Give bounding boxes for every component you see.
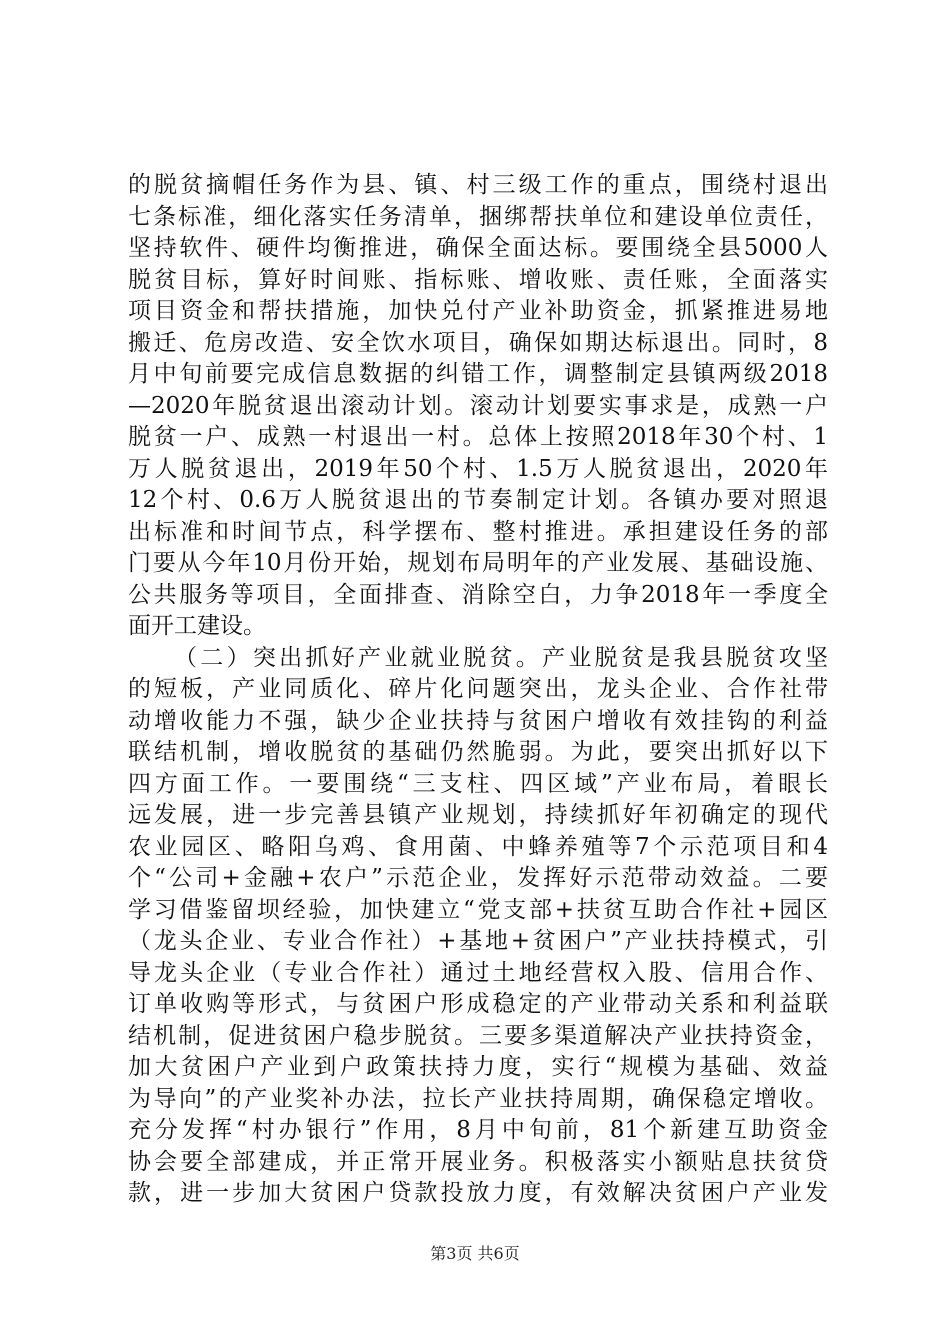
text-line: 坚持软件、硬件均衡推进，确保全面达标。要围绕全县5000人: [128, 235, 828, 261]
text-line: 项目资金和帮扶措施，加快兑付产业补助资金，抓紧推进易地: [128, 298, 828, 324]
text-line: （龙头企业、专业合作社）+基地+贫困户”产业扶持模式，引: [128, 928, 828, 954]
section-heading-line: （二）突出抓好产业就业脱贫。产业脱贫是我县脱贫攻坚: [174, 644, 828, 671]
text-line: 导龙头企业（专业合作社）通过土地经营权入股、信用合作、: [128, 959, 828, 986]
text-line: —2020年脱贫退出滚动计划。滚动计划要实事求是，成熟一户: [128, 392, 828, 419]
text-line: 出标准和时间节点，科学摆布、整村推进。承担建设任务的部: [128, 518, 828, 545]
page-number-footer: 第3页 共6页: [430, 1244, 520, 1263]
text-line: 远发展，进一步完善县镇产业规划，持续抓好年初确定的现代: [128, 802, 828, 828]
text-line: 月中旬前要完成信息数据的纠错工作，调整制定县镇两级2018: [128, 361, 828, 387]
text-line: 四方面工作。一要围绕“三支柱、四区域”产业布局，着眼长: [128, 770, 828, 797]
text-line: 搬迁、危房改造、安全饮水项目，确保如期达标退出。同时，8: [128, 329, 828, 356]
text-line: 订单收购等形式，与贫困户形成稳定的产业带动关系和利益联: [128, 991, 828, 1017]
text-line: 个“公司+金融+农户”示范企业，发挥好示范带动效益。二要: [128, 865, 828, 891]
text-line: 的脱贫摘帽任务作为县、镇、村三级工作的重点，围绕村退出: [128, 172, 828, 198]
text-line: 脱贫一户、成熟一村退出一村。总体上按照2018年30个村、1: [128, 424, 828, 450]
text-line: 七条标准，细化落实任务清单，捆绑帮扶单位和建设单位责任，: [128, 203, 828, 230]
text-line: 脱贫目标，算好时间账、指标账、增收账、责任账，全面落实: [128, 266, 828, 293]
document-body: [128, 170, 828, 1210]
text-line: 动增收能力不强，缺少企业扶持与贫困户增收有效挂钩的利益: [128, 707, 828, 734]
text-line: 万人脱贫退出，2019年50个村、1.5万人脱贫退出，2020年: [128, 455, 828, 482]
text-line: 协会要全部建成，并正常开展业务。积极落实小额贴息扶贫贷: [128, 1148, 828, 1175]
text-line: 学习借鉴留坝经验，加快建立“党支部+扶贫互助合作社+园区: [128, 896, 828, 923]
text-line: 联结机制，增收脱贫的基础仍然脆弱。为此，要突出抓好以下: [128, 739, 828, 765]
text-line: 的短板，产业同质化、碎片化问题突出，龙头企业、合作社带: [128, 676, 828, 702]
text-line: 农业园区、略阳乌鸡、食用菌、中蜂养殖等7个示范项目和4: [128, 833, 828, 860]
text-line: 门要从今年10月份开始，规划布局明年的产业发展、基础设施、: [128, 550, 828, 576]
text-line: 12个村、0.6万人脱贫退出的节奏制定计划。各镇办要对照退: [128, 487, 828, 513]
text-line: 公共服务等项目，全面排查、消除空白，力争2018年一季度全: [128, 581, 828, 608]
text-line: 款，进一步加大贫困户贷款投放力度，有效解决贫困户产业发: [128, 1180, 828, 1206]
paragraph-end-line: 面开工建设。: [128, 613, 266, 639]
text-line: 为导向”的产业奖补办法，拉长产业扶持周期，确保稳定增收。: [128, 1085, 828, 1112]
text-line: 加大贫困户产业到户政策扶持力度，实行“规模为基础、效益: [128, 1054, 828, 1080]
text-line: 充分发挥“村办银行”作用，8月中旬前，81个新建互助资金: [128, 1117, 828, 1143]
text-line: 结机制，促进贫困户稳步脱贫。三要多渠道解决产业扶持资金，: [128, 1022, 828, 1049]
